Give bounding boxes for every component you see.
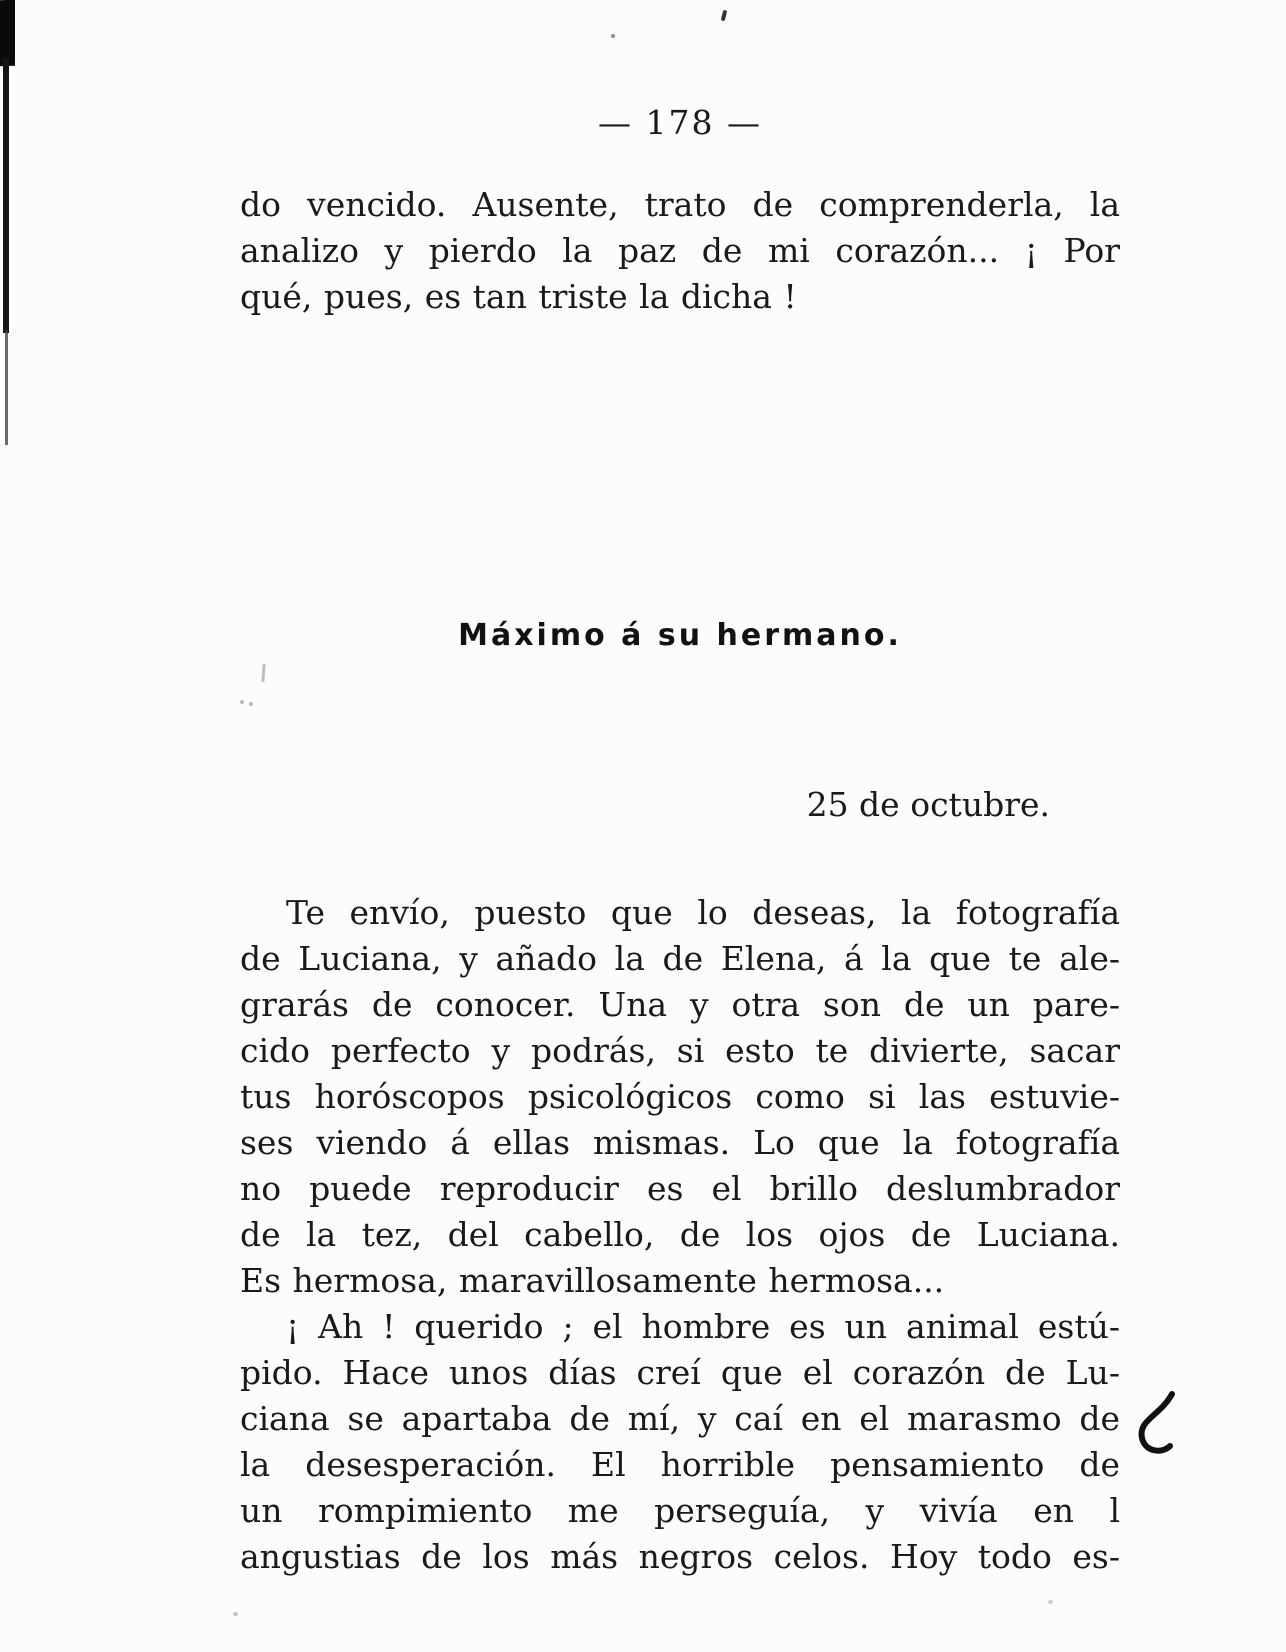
text-line: Es hermosa, maravillosamente hermosa... — [240, 1261, 945, 1300]
text-line: pido. Hace unos días creí que el corazón de Lu- — [240, 1353, 1120, 1392]
text-line: qué, pues, es tan triste la dicha ! — [240, 277, 797, 316]
text-line: no puede reproducir es el brillo deslumbrador — [240, 1169, 1120, 1208]
scan-binding-mark-mid — [3, 58, 9, 333]
page-text-block — [240, 0, 1120, 1580]
scan-speck — [233, 1612, 238, 1616]
scan-hook-mark — [1126, 1390, 1190, 1462]
text-line: Te envío, puesto que lo deseas, la fotografía — [286, 893, 1120, 932]
text-line: de la tez, del cabello, de los ojos de Luciana. — [240, 1215, 1120, 1254]
text-line: angustias de los más negros celos. Hoy todo es- — [240, 1537, 1120, 1576]
text-line: do vencido. Ausente, trato de comprenderla, la — [240, 185, 1120, 224]
text-line: grarás de conocer. Una y otra son de un pare- — [240, 985, 1120, 1024]
text-line: un rompimiento me perseguía, y vivía en l — [240, 1491, 1120, 1530]
page-number: — 178 — — [598, 103, 762, 142]
letter-heading: Máximo á su hermano. — [458, 618, 902, 653]
letter-paragraph-2 — [240, 1304, 1120, 1580]
text-line: cido perfecto y podrás, si esto te divierte, sacar — [240, 1031, 1120, 1070]
paragraph-continuation — [240, 182, 1120, 320]
text-line: ses viendo á ellas mismas. Lo que la fotografía — [240, 1123, 1120, 1162]
text-line: ciana se apartaba de mí, y caí en el marasmo de — [240, 1399, 1120, 1438]
scan-binding-mark-top — [0, 0, 15, 66]
text-line: tus horóscopos psicológicos como si las estuvie- — [240, 1077, 1120, 1116]
text-line: analizo y pierdo la paz de mi corazón... ¡ Por — [240, 231, 1120, 270]
text-line: de Luciana, y añado la de Elena, á la que te ale- — [240, 939, 1120, 978]
scan-speck — [1048, 1600, 1053, 1604]
date-line: 25 de octubre. — [806, 785, 1050, 824]
scan-binding-line — [5, 330, 8, 445]
letter-paragraph-1 — [240, 890, 1120, 1304]
text-line: ¡ Ah ! querido ; el hombre es un animal estú- — [286, 1307, 1120, 1346]
text-line: la desesperación. El horrible pensamiento de — [240, 1445, 1120, 1484]
